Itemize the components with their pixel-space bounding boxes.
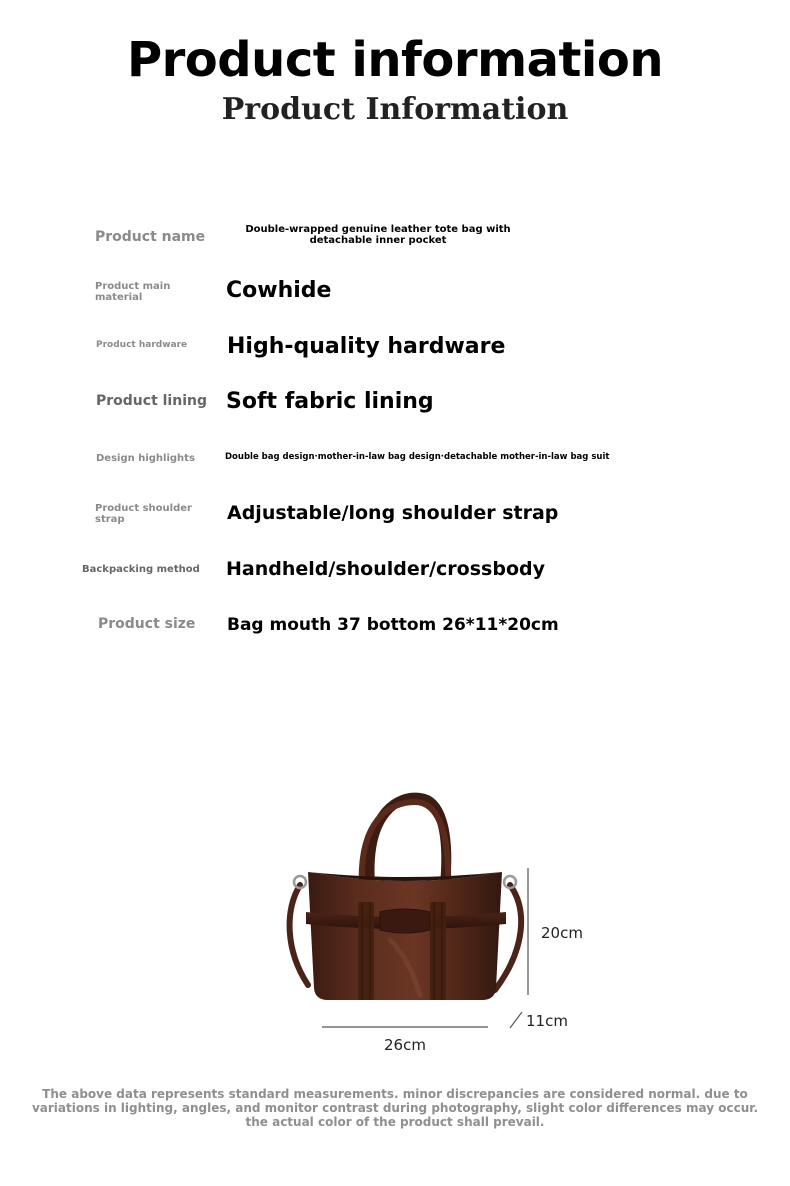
- dimension-height-label: 20cm: [541, 924, 583, 942]
- spec-label-product-size: Product size: [98, 616, 196, 632]
- spec-value-product-name: Double-wrapped genuine leather tote bag with detachable inner pocket: [245, 224, 511, 246]
- spec-value-lining: Soft fabric lining: [226, 389, 434, 414]
- spec-value-hardware: High-quality hardware: [227, 334, 506, 359]
- spec-label-hardware: Product hardware: [96, 340, 188, 350]
- spec-label-design-highlights: Design highlights: [96, 453, 195, 464]
- measurement-disclaimer: The above data represents standard measurements. minor discrepancies are considered normal. due to variations in lighting, angles, and monitor contrast during photography, slight color differences may occur. the actual color of the product shall prevail.: [31, 1087, 759, 1129]
- spec-value-main-material: Cowhide: [226, 278, 332, 303]
- spec-label-product-name: Product name: [95, 229, 206, 245]
- dimension-depth-label: 11cm: [526, 1012, 568, 1030]
- spec-value-shoulder-strap: Adjustable/long shoulder strap: [227, 502, 559, 524]
- spec-value-product-size: Bag mouth 37 bottom 26*11*20cm: [227, 615, 559, 635]
- spec-label-shoulder-strap: Product shoulder strap: [95, 503, 192, 525]
- page-title: Product information: [126, 32, 664, 88]
- vertical-strap-right: [430, 902, 446, 1000]
- dimension-line-depth: [510, 1012, 522, 1028]
- dimension-width-label: 26cm: [384, 1036, 426, 1054]
- vertical-strap-left: [358, 902, 374, 1000]
- spec-value-backpacking-method: Handheld/shoulder/crossbody: [226, 558, 545, 580]
- spec-label-main-material: Product main material: [95, 281, 171, 303]
- spec-value-design-highlights: Double bag design·mother-in-law bag design·detachable mother-in-law bag suit: [225, 452, 610, 462]
- buckle-flap: [380, 909, 430, 933]
- spec-label-lining: Product lining: [96, 393, 207, 409]
- bag-body: [308, 872, 502, 1000]
- spec-label-backpacking-method: Backpacking method: [82, 564, 200, 575]
- strap-left: [290, 885, 308, 985]
- product-image: [270, 790, 600, 1060]
- page-subtitle: Product Information: [221, 92, 569, 127]
